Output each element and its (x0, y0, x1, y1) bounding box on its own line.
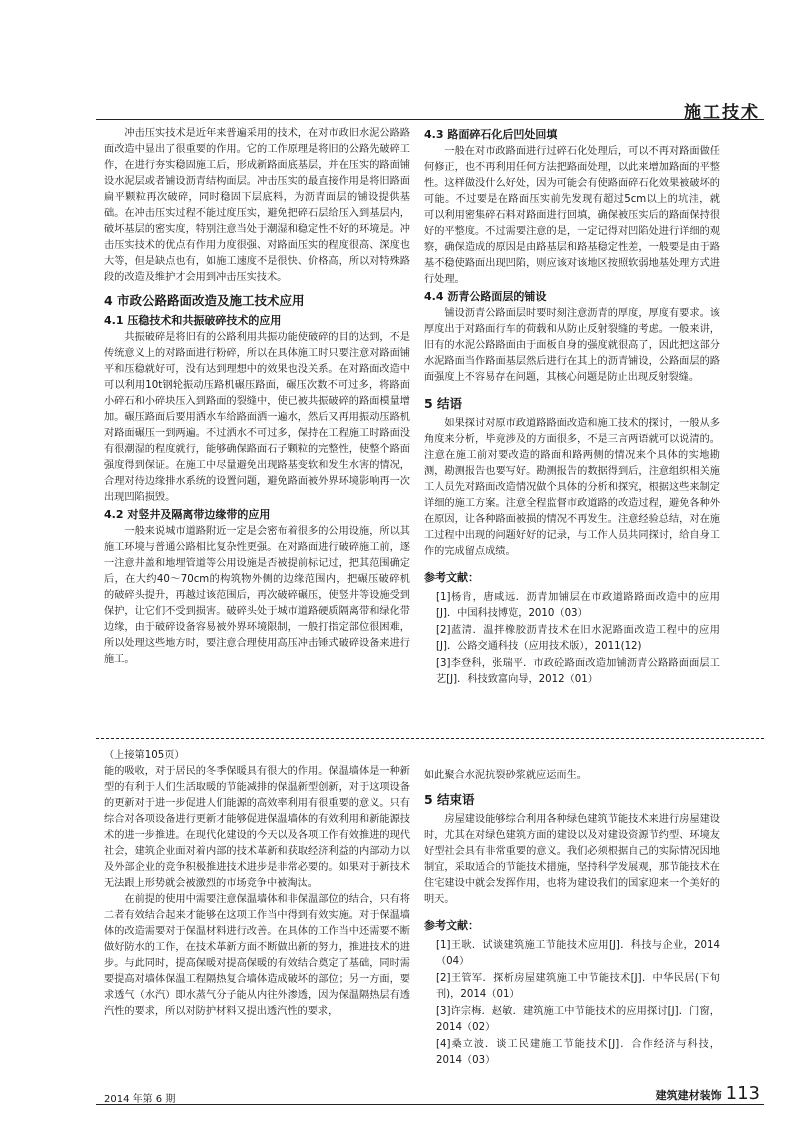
section-4-2-heading: 4.2 对竖井及隔离带边缘带的应用 (104, 508, 271, 521)
section-5-heading: 5 结语 (424, 396, 463, 411)
section-4-3-heading: 4.3 路面碎石化后凹处回填 (424, 128, 558, 141)
reference-item: [3]许宗梅．赵敏．建筑施工中节能技术的应用探讨[J]．门窗，2014（02） (436, 1006, 720, 1033)
section-4-3-paragraph: 一般在对市政路面进行过碎石化处理后，可以不再对路面做任何修正，也不再利用任何方法把路面处理，以此来增加路面的平整性。这样做没什么好处，因为可能会有使路面碎石化效果被破坏的可能。不过要是在路面压实前先发现有超过5cm以上的坑洼，就可以利用密集碎石料对路面进行回填，确保被压实后的路面保持很好的平整度。不过需要注意的是，一定记得对凹陷处进行详细的观察，确保造成的原因是由路基层和路基稳定性差，一般要是由于路基不稳使路面出现凹陷，则应该对该地区按照软弱地基处理方式进行处理。 (424, 146, 720, 285)
continued-sentence: 如此聚合水泥抗裂砂浆就应运而生。 (424, 770, 587, 781)
reference-item: [2]王管军．探析房屋建筑施工中节能技术[J]．中华民居(下旬刊)，2014（01） (436, 973, 720, 1000)
references-heading: 参考文献： (424, 919, 479, 932)
reference-item: [1]杨肯，唐咸远．沥青加铺层在市政道路路面改造中的应用[J]．中国科技博览，2010（03） (436, 592, 720, 619)
header-rule (96, 119, 764, 120)
bottom-left-column (104, 748, 410, 1020)
body-paragraph: 在前提的使用中需要注意保温墙体和非保温部位的结合，只有将二者有效结合起来才能够在这项工作当中得到有效实施。对于保温墙体的改造需要对于保温材料进行改善。在具体的工作当中还需要不断做好防水的工作，在技术革新方面不断做出新的努力，推进技术的进步。与此同时，提高保暖对提高保暖的有效结合奠定了基础，同时需要提高对墙体保温工程隔热复合墙体造成破坏的部位；另一方面，要求透气（水汽）即水蒸气分子能从内往外渗透，因为保温隔热层有透汽性的要求，所以对防护材料又提出透汽性的要求， (104, 894, 410, 1017)
section-header: 施工技术 (684, 103, 760, 123)
top-left-column (104, 126, 410, 668)
section-4-2-paragraph: 一般来说城市道路附近一定是会密布着很多的公用设施，所以其施工环境与普通公路相比复杂性更强。在对路面进行破碎施工前，逐一注意井盖和地埋管道等公用设施是否被提前标记过，把其范围确定后，在大约40～70cm的构筑物外侧的边缘范围内，把碾压破碎机的破碎头提升，再越过该范围后，再次破碎碾压，使竖井等设施受到保护，让它们不受到损害。破碎头处于城市道路硬质隔离带和绿化带边缘，由于破碎设备容易被外界环境限制，一般打指定部位很困难，所以处理这些地方时，要注意合理使用高压冲击锤式破碎设备来进行施工。 (104, 526, 410, 665)
reference-item: [3]李登科，张瑞平．市政砼路面改造加铺沥青公路路面面层工艺[J]．科技致富向导，2012（01） (436, 658, 720, 685)
bottom-right-column (424, 768, 720, 1070)
footer-rule (96, 1104, 764, 1105)
issue-label: 2014 年第 6 期 (104, 1094, 176, 1105)
page-number: 113 (725, 1083, 760, 1104)
article-separator (96, 738, 764, 739)
conclusion-paragraph: 如果探讨对原市政道路路面改造和施工技术的探讨，一般从多角度来分析，毕竟涉及的方面很多，不是三言两语就可以说清的。注意在施工前对要改造的路面和路两侧的情况来个具体的实地勘测，勘测报告也要写好。勘测报告的数据得到后，注意组织相关施工人员先对路面改造情况做个具体的分析和探究，根据这些来制定详细的施工方案。注意全程监督市政道路的改造过程，避免各种外在原因，让各种路面被损的情况不再发生。注意经验总结，对在施工过程中出现的问题好好的记录，与工作人员共同探讨，给自身工作的完成留点成绩。 (424, 418, 720, 557)
closing-paragraph: 房屋建设能够综合利用各种绿色建筑节能技术来进行房屋建设时，尤其在对绿色建筑方面的建设以及对建设资源节约型、环境友好型社会具有非常重要的意义。我们必须根据自己的实际情况因地制宜，采取适合的节能技术措施，坚持科学发展观，那节能技术在住宅建设中就会发挥作用，也将为建设我们的国家迎来一个美好的明天。 (424, 814, 720, 905)
section-4-heading: 4 市政公路路面改造及施工技术应用 (104, 293, 305, 308)
journal-name: 建筑建材装饰 (655, 1089, 722, 1102)
closing-heading: 5 结束语 (424, 792, 475, 807)
section-4-4-paragraph: 铺设沥青公路面层时要时刻注意沥青的厚度，厚度有要求。该厚度出于对路面行车的荷载和从防止反射裂缝的考虑。一般来讲，旧有的水泥公路路面由于面板自身的强度就很高了，因此把这部分水泥路面当作路面基层然后进行在其上的沥青铺设，公路面层的路面强度上不容易存在问题，其核心问题是防止出现反射裂缝。 (424, 308, 720, 383)
continued-note: （上接第105页） (104, 750, 185, 761)
journal-footer (656, 1083, 760, 1104)
references-heading: 参考文献： (424, 571, 479, 584)
section-4-1-paragraph: 共振破碎是将旧有的公路利用共振功能使破碎的目的达到，不是传统意义上的对路面进行粉碎，所以在具体施工时只要注意对路面铺平和压稳就好可，没有达到理想中的效果也没关系。在对路面改造中可以利用10t钢轮振动压路机碾压路面，碾压次数不可过多，将路面小碎石和小碎块压入到路面的裂缝中，使已被共振破碎的路面模量增加。碾压路面后要用洒水车给路面洒一遍水，然后又再用振动压路机对路面碾压一到两遍。不过洒水不可过多，保持在工程施工时路面没有很潮湿的程度就行，能够确保路面石子颗粒的完整性，使整个路面强度得到保证。在施工中尽量避免出现路基变软和发生水害的情况，合理对待边缘排水系统的设置问题，避免路面被外界环境影响再一次出现凹陷损毁。 (104, 332, 410, 503)
reference-item: [1]王耿．试谈建筑施工节能技术应用[J]．科技与企业，2014（04） (436, 940, 720, 967)
section-4-4-heading: 4.4 沥青公路面层的铺设 (424, 290, 547, 303)
reference-item: [4]桑立波．谈工民建施工节能技术[J]．合作经济与科技，2014（03） (436, 1039, 720, 1066)
continued-paragraph: 能的吸收，对于居民的冬季保暖具有很大的作用。保温墙体是一种新型的有利于人们生活取暖的节能减排的保温新型创新，对于这项设备的更新对于进一步促进人们能源的高效率利用有很重要的意义。只有综合对各项设备进行更新才能够促进保温墙体的有效利用和新能源技术的进一步推进。在现代化建设的今天以及各项工作有效推进的现代社会，建筑企业面对着内部的技术革新和获取经济利益的内部动力以及外部企业的竞争积极推进技术进步是非常必要的。如果对于新技术无法跟上形势就会被激烈的市场竞争中被淘汰。 (104, 766, 410, 889)
section-4-1-heading: 4.1 压稳技术和共振破碎技术的应用 (104, 314, 282, 327)
top-right-column (424, 126, 720, 689)
intro-paragraph: 冲击压实技术是近年来普遍采用的技术，在对市政旧水泥公路路面改造中显出了很重要的作用。它的工作原理是将旧的公路先破碎工作，在进行夯实稳固施工后，形成新路面底基层，并在压实的路面铺设水泥层或者铺设沥青结构面层。冲击压实的最直接作用是将旧路面扁平颗粒再次破碎，同时稳固下层底料，为沥青面层的铺设提供基础。在冲击压实过程不能过度压实，避免把碎石层给压入到基层内，破坏基层的密实度，特别注意当处于潮湿和稳定性不好的环境是。冲击压实技术的优点有作用力度很强、对路面压实的程度很高、深度也大等，但是缺点也有，如施工速度不是很快、价格高，所以对特殊路段的改造及维护才会用到冲击压实技术。 (104, 128, 410, 283)
reference-item: [2]蓝清．温拌橡胶沥青技术在旧水泥路面改造工程中的应用[J]．公路交通科技（应用技术版），2011(12) (436, 625, 720, 652)
